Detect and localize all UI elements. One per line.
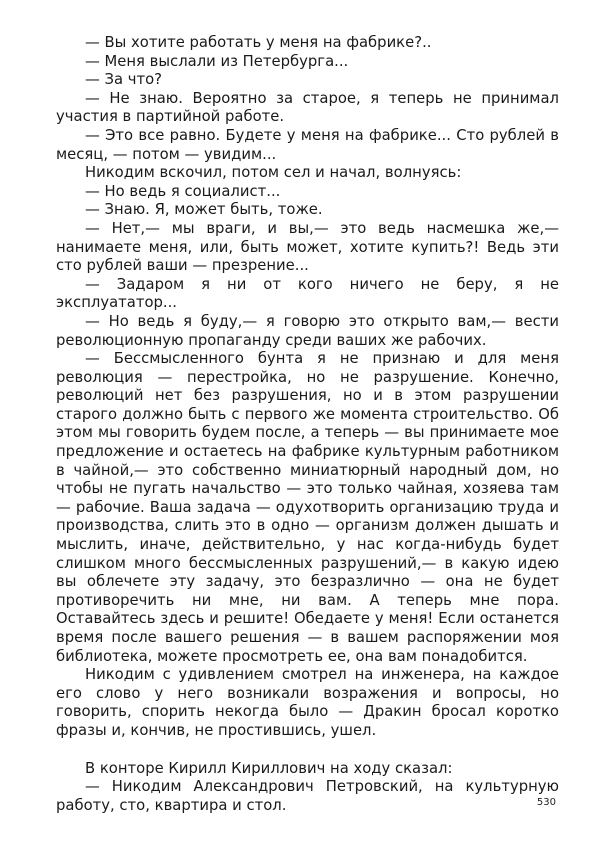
paragraph: — Меня выслали из Петербурга... [85,52,349,70]
paragraph: Никодим с удивлением смотрел на инженера, на каждое его слово у него возникали возражения и вопросы, но говорить, спорить некогда было — Дракин бросал коротко фразы и, кончив, не простившись, ушел. [56,666,559,739]
section-gap [56,741,559,760]
page-number: 530 [536,797,556,808]
paragraph: — За что? [85,71,163,89]
page-body [56,34,559,815]
paragraph: — Вы хотите работать у меня на фабрике?.. [85,34,432,51]
paragraph: — Задаром я ни от кого ничего не беру, я не эксплуататор... [56,275,559,312]
paragraph: — Нет,— мы враги, и вы,— это ведь насмешка же,— нанимаете меня, или, быть может, хотите купить?! Ведь эти сто рублей ваши — презрение... [56,219,559,275]
paragraph: — Никодим Александрович Петровский, на культурную работу, сто, квартира и стол. [56,778,559,814]
text-block-top [56,34,559,741]
paragraph: — Бессмысленного бунта я не признаю и для меня революция — перестройка, но не разрушение. Конечно, революций нет без разрушения, но и в этом разрушении старого должно быть с первого же момента строительство. Об этом мы говорить будем после, а теперь — вы принимаете мое предложение и остаетесь на фабрике культурным работником в чайной,— это собственно миниатюрный народный дом, но чтобы не пугать начальство — это только чайная, хозяева там — рабочие. Ваша задача — одухотворить организацию труда и производства, слить это в одно — организм должен дышать и мыслить, иначе, действительно, у нас когда-нибудь будет слишком много бессмысленных разрушений,— в какую идею вы облечете эту задачу, это безразлично — она не будет противоречить ни мне, ни вам. А теперь мне пора. Оставайтесь здесь и решите! Обедаете у меня! Если останется время после вашего решения — в вашем распоряжении моя библиотека, можете просмотреть ее, она вам понадобится. [56,350,559,665]
paragraph: Никодим вскочил, потом сел и начал, волнуясь: [85,164,462,182]
paragraph: В конторе Кирилл Кириллович на ходу сказал: [85,759,453,777]
paragraph: — Но ведь я буду,— я говорю это открыто вам,— вести революционную пропаганду среди ваших же рабочих. [56,312,559,349]
paragraph: — Не знаю. Вероятно за старое, я теперь не принимал участия в партийной работе. [56,89,559,126]
paragraph: — Но ведь я социалист... [85,182,281,200]
paragraph: — Знаю. Я, может быть, тоже. [85,201,323,219]
paragraph: — Это все равно. Будете у меня на фабрике... Сто рублей в месяц, — потом — увидим... [56,126,559,163]
text-block-bottom [56,760,559,816]
